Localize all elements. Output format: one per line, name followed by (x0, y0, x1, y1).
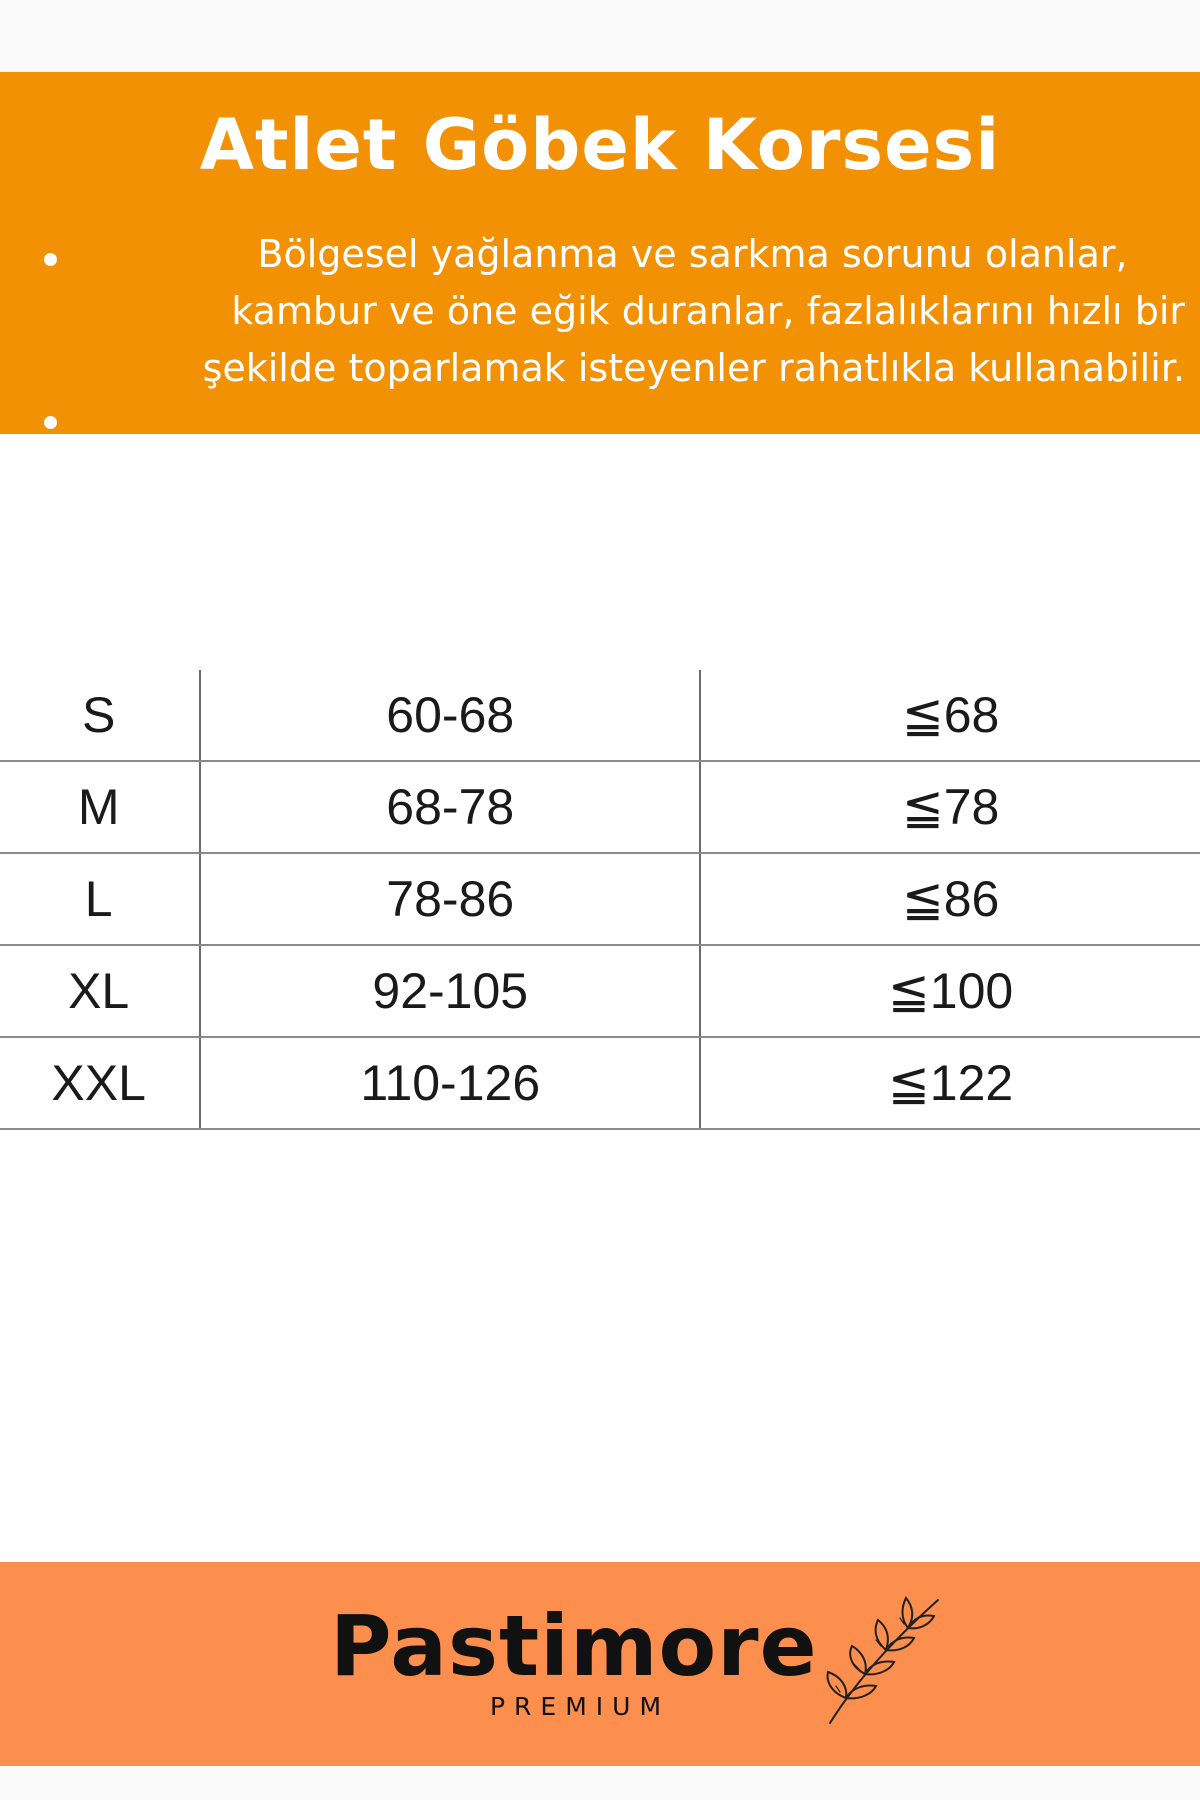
bottom-margin (0, 1766, 1200, 1800)
brand-tagline: PREMIUM (489, 1692, 671, 1721)
bullet-icon (44, 416, 57, 429)
product-description (80, 226, 1185, 397)
description-line: Bölgesel yağlanma ve sarkma sorunu olanlar, (257, 232, 1128, 276)
table-row (0, 761, 1200, 853)
range-cell: 68-78 (200, 761, 700, 853)
leaf-branch-icon (820, 1588, 945, 1728)
max-cell: ≦122 (700, 1037, 1200, 1129)
range-cell: 110-126 (200, 1037, 700, 1129)
description-line: kambur ve öne eğik duranlar, fazlalıklarını hızlı bir (231, 289, 1185, 333)
size-cell: XL (0, 945, 200, 1037)
range-cell: 78-86 (200, 853, 700, 945)
range-cell: 92-105 (200, 945, 700, 1037)
max-cell: ≦68 (700, 670, 1200, 761)
max-cell: ≦100 (700, 945, 1200, 1037)
size-table (0, 670, 1200, 1130)
max-cell: ≦78 (700, 761, 1200, 853)
size-cell: S (0, 670, 200, 761)
max-cell: ≦86 (700, 853, 1200, 945)
table-row (0, 853, 1200, 945)
brand-name: Pastimore (330, 1597, 818, 1695)
bullet-icon (44, 253, 57, 266)
size-cell: XXL (0, 1037, 200, 1129)
description-line: şekilde toparlamak isteyenler rahatlıkla kullanabilir. (202, 346, 1185, 390)
table-row (0, 1037, 1200, 1129)
page-title: Atlet Göbek Korsesi (199, 104, 1001, 186)
table-row (0, 945, 1200, 1037)
size-cell: L (0, 853, 200, 945)
table-row (0, 670, 1200, 761)
size-cell: M (0, 761, 200, 853)
range-cell: 60-68 (200, 670, 700, 761)
